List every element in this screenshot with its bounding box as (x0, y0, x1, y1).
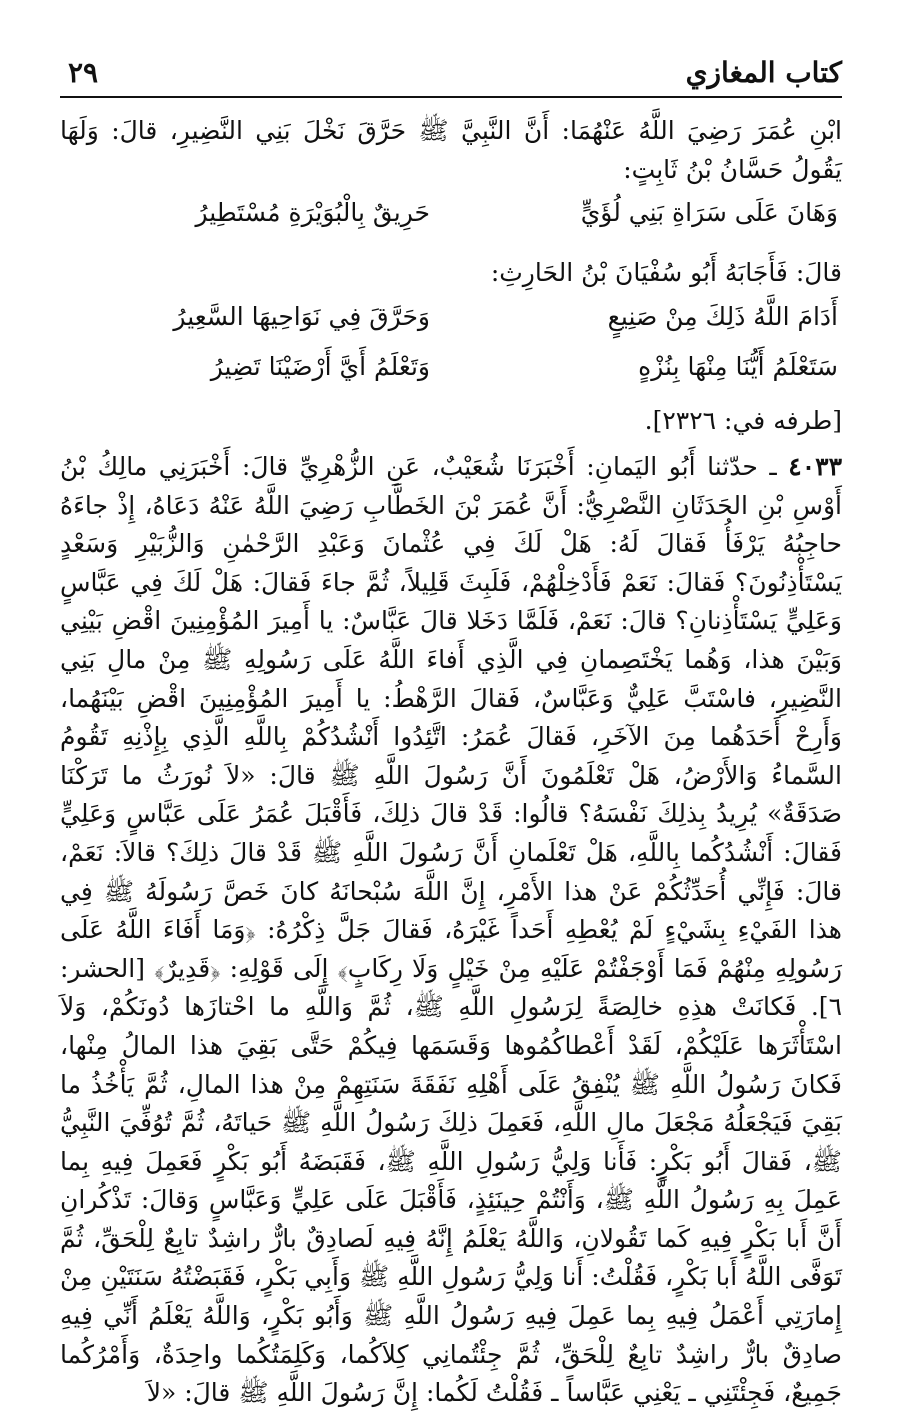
verse-second-half: وَتَعْلَمُ أَيَّ أَرْضَيْنَا تَضِيرُ (210, 352, 430, 381)
verse-first-half: سَتَعْلَمُ أَيُّنَا مِنْهَا بِنُزْهٍ (638, 352, 838, 381)
reply-intro: قالَ: فَأَجَابَهُ أَبُو سُفْيَانَ بْنُ الحَارِثِ: (490, 258, 842, 287)
intro-paragraph: ابْنِ عُمَرَ رَضِيَ اللَّهُ عَنْهُمَا: أَنَّ النَّبِيَّ ﷺ حَرَّقَ نَخْلَ بَنِي النَّضِيرِ، قالَ: وَلَهَا يَقُولُ حَسَّانُ بْنُ ثَابِتٍ: (60, 116, 842, 184)
page-number: ٢٩ (68, 56, 99, 89)
verse-second-half: وَحَرَّقَ فِي نَوَاحِيهَا السَّعِيرُ (173, 302, 430, 331)
hadith-number: ٤٠٣٣ (788, 452, 843, 481)
verse-first-half: وَهَانَ عَلَى سَرَاةِ بَنِي لُؤَيٍّ (580, 198, 838, 227)
page-header (60, 52, 842, 96)
poem2-verse-2 (90, 352, 838, 392)
book-title: كتاب المغازي (685, 56, 842, 89)
hadith-text: ـ حدّثنا أَبُو اليَمانِ: أَخْبَرَنَا شُعَيْبٌ، عَنِ الزُّهْرِيِّ قالَ: أَخْبَرَنِي مالِكُ بْنُ أَوْسِ بْنِ الحَدَثَانِ النَّصْرِيُّ: أَنَّ عُمَرَ بْنَ الخَطَّابِ رَضِيَ اللَّهُ عَنْهُ دَعَاهُ، إِذْ جاءَهُ حاجِبُهُ يَرْفَأُ فَقالَ لَهُ: هَلْ لَكَ فِي عُثْمانَ وَعَبْدِ الرَّحْمٰنِ وَالزُّبَيْرِ وَسَعْدٍ يَسْتَأْذِنُونَ؟ فَقالَ: نَعَمْ فَأَدْخِلْهُمْ، فَلَبِثَ قَلِيلاً، ثُمَّ جاءَ فَقالَ: هَلْ لَكَ فِي عَبَّاسٍ وَعَلِيٍّ يَسْتَأْذِنانِ؟ قالَ: نَعَمْ، فَلَمَّا دَخَلا قالَ عَبَّاسٌ: يا أَمِيرَ المُؤْمِنِينَ اقْضِ بَيْنِي وَبَيْنَ هذا، وَهُما يَخْتَصِمانِ فِي الَّذِي أَفاءَ اللَّهُ عَلَى رَسُولِهِ ﷺ مِنْ مالِ بَنِي النَّضِيرِ، فاسْتَبَّ عَلِيٌّ وَعَبَّاسٌ، فَقالَ الرَّهْطُ: يا أَمِيرَ المُؤْمِنِينَ اقْضِ بَيْنَهُما، وَأَرِحْ أَحَدَهُما مِنَ الآخَرِ، فَقالَ عُمَرُ: اتَّئِدُوا أَنْشُدُكُمْ بِاللَّهِ الَّذِي بِإِذْنِهِ تَقُومُ السَّماءُ وَالأَرْضُ، هَلْ تَعْلَمُونَ أَنَّ رَسُولَ اللَّهِ ﷺ قالَ: «لاَ نُورَثُ ما تَرَكْنَا صَدَقَةٌ» يُرِيدُ بِذلِكَ نَفْسَهُ؟ قالُوا: قَدْ قالَ ذلِكَ، فَأَقْبَلَ عُمَرُ عَلَى عَبَّاسٍ وَعَلِيٍّ فَقالَ: أَنْشُدُكُما بِاللَّهِ، هَلْ تَعْلَمانِ أَنَّ رَسُولَ اللَّهِ ﷺ قَدْ قالَ ذلِكَ؟ قالاَ: نَعَمْ، قالَ: فَإِنِّي أُحَدِّثُكُمْ عَنْ هذا الأَمْرِ، إِنَّ اللَّهَ سُبْحانَهُ كانَ خَصَّ رَسُولَهُ ﷺ فِي هذا الفَيْءِ بِشَيْءٍ لَمْ يُعْطِهِ أَحَداً غَيْرَهُ، فَقالَ جَلَّ ذِكْرُهُ: ﴿وَمَا أَفَاءَ اللَّهُ عَلَى رَسُولِهِ مِنْهُمْ فَمَا أَوْجَفْتُمْ عَلَيْهِ مِنْ خَيْلٍ وَلَا رِكَابٍ﴾ إِلَى قَوْلِهِ: ﴿قَدِيرٌ﴾ [الحشر: ٦]. فَكانَتْ هذِهِ خالِصَةً لِرَسُولِ اللَّهِ ﷺ، ثُمَّ وَاللَّهِ ما احْتازَها دُونَكُمْ، وَلاَ اسْتَأْثَرَها عَلَيْكُمْ، لَقَدْ أَعْطاكُمُوها وَقَسَمَها فِيكُمْ حَتَّى بَقِيَ هذا المالُ مِنْها، فَكانَ رَسُولُ اللَّهِ ﷺ يُنْفِقُ عَلَى أَهْلِهِ نَفَقَةَ سَنَتِهِمْ مِنْ هذا المالِ، ثُمَّ يَأْخُذُ ما بَقِيَ فَيَجْعَلُهُ مَجْعَلَ مالِ اللَّهِ، فَعَمِلَ ذلِكَ رَسُولُ اللَّهِ ﷺ حَياتَهُ، ثُمَّ تُوُفِّيَ النَّبِيُّ ﷺ، فَقالَ أَبُو بَكْرٍ: فَأَنا وَلِيُّ رَسُولِ اللَّهِ ﷺ، فَقَبَضَهُ أَبُو بَكْرٍ فَعَمِلَ فِيهِ بِما عَمِلَ بِهِ رَسُولُ اللَّهِ ﷺ، وَأَنْتُمْ حِينَئِذٍ، فَأَقْبَلَ عَلَى عَلِيٍّ وَعَبَّاسٍ وَقالَ: تَذْكُرانِ أَنَّ أَبا بَكْرٍ فِيهِ كَما تَقُولانِ، وَاللَّهُ يَعْلَمُ إِنَّهُ فِيهِ لَصادِقٌ بارٌّ راشِدٌ تابِعٌ لِلْحَقِّ، ثُمَّ تَوَفَّى اللَّهُ أَبا بَكْرٍ، فَقُلْتُ: أَنا وَلِيُّ رَسُولِ اللَّهِ ﷺ وَأَبِي بَكْرٍ، فَقَبَضْتُهُ سَنَتَيْنِ مِنْ إِمارَتِي أَعْمَلُ فِيهِ بِما عَمِلَ فِيهِ رَسُولُ اللَّهِ ﷺ وَأَبُو بَكْرٍ، وَاللَّهُ يَعْلَمُ أَنِّي فِيهِ صادِقٌ بارٌّ راشِدٌ تابِعٌ لِلْحَقِّ، ثُمَّ جِئْتُمانِي كِلاَكُما، وَكَلِمَتُكُما واحِدَةٌ، وَأَمْرُكُما جَمِيعٌ، فَجِئْتَنِي ـ يَعْنِي عَبَّاساً ـ فَقُلْتُ لَكُما: إِنَّ رَسُولَ اللَّهِ ﷺ قالَ: «لاَ (60, 452, 843, 1408)
cross-reference: [طرفه في: ٢٣٢٦]. (644, 406, 842, 435)
verse-first-half: أَدَامَ اللَّهُ ذَلِكَ مِنْ صَنِيعٍ (607, 302, 838, 331)
verse-second-half: حَرِيقٌ بِالْبُوَيْرَةِ مُسْتَطِيرُ (195, 198, 430, 227)
header-divider (60, 96, 842, 98)
hadith-paragraph (60, 448, 842, 1413)
poem1-verse (90, 198, 838, 238)
poem2-verse-1 (90, 302, 838, 342)
